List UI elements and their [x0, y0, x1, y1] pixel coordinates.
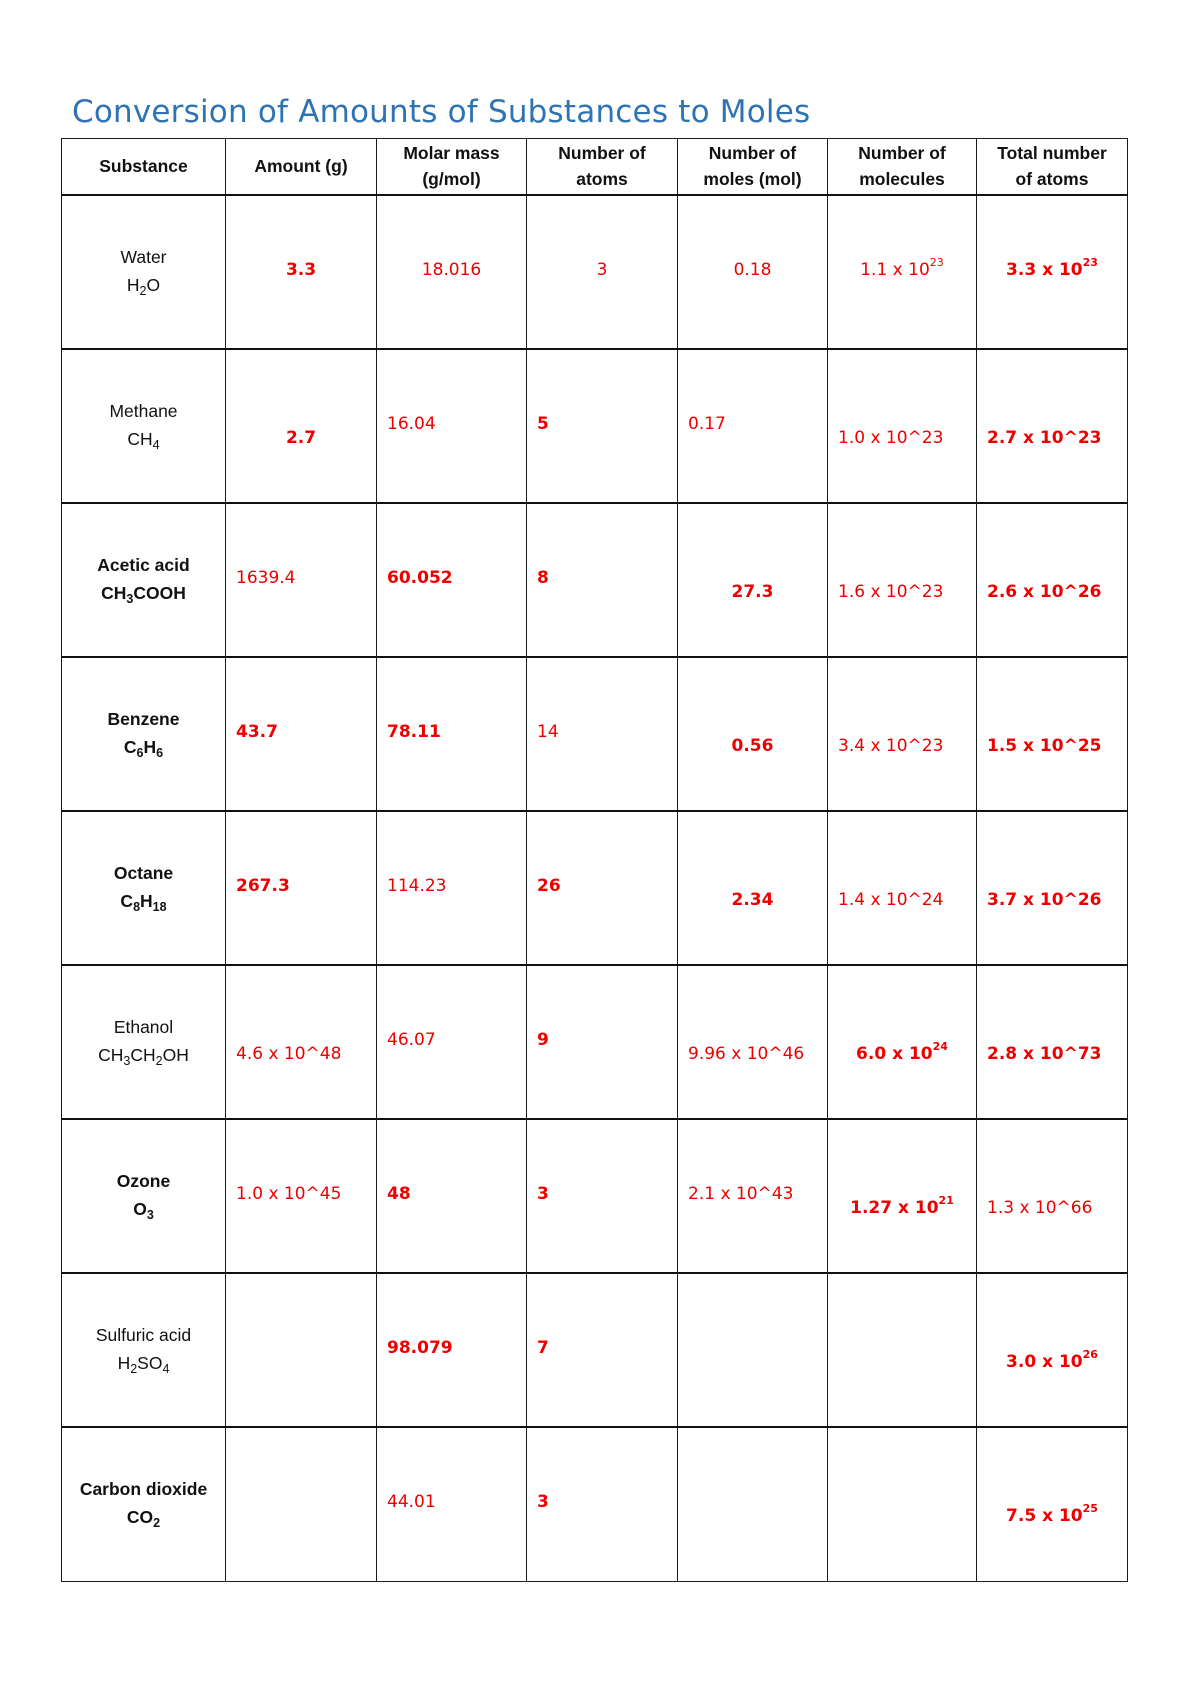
header-substance-label: Substance	[99, 156, 188, 177]
total-cell	[977, 503, 1128, 657]
amount-value: 1639.4	[236, 567, 296, 588]
formula-symbol: CH	[98, 1044, 124, 1065]
formula-symbol: H	[143, 736, 157, 757]
formula-symbol: CO	[126, 1507, 154, 1528]
moles-value: 27.3	[731, 581, 774, 602]
substance-cell	[62, 811, 226, 965]
substance-cell	[62, 965, 226, 1119]
atoms-cell	[527, 349, 678, 503]
moles-cell	[678, 349, 828, 503]
substance-name: Octane	[113, 862, 174, 883]
molar-mass-cell	[377, 965, 527, 1119]
total-cell	[977, 657, 1128, 811]
atoms-value: 8	[537, 567, 549, 588]
molar-mass-cell	[377, 195, 527, 349]
table-body	[62, 195, 1128, 1582]
atoms-value: 3	[537, 1183, 549, 1204]
amount-value: 3.3	[285, 259, 317, 280]
formula-symbol: CH	[127, 428, 153, 449]
formula-subscript: 2	[130, 1361, 138, 1376]
formula-subscript: 6	[136, 745, 144, 760]
table-row	[62, 1119, 1128, 1273]
moles-cell	[678, 1427, 828, 1582]
molecules-cell	[828, 1427, 977, 1582]
molar-mass-cell	[377, 1427, 527, 1582]
moles-value: 2.34	[731, 889, 774, 910]
formula-subscript: 2	[153, 1516, 161, 1531]
header-moles-line2: moles (mol)	[703, 169, 802, 190]
value-base: 6.0 x 10	[856, 1043, 933, 1064]
molecules-cell	[828, 1273, 977, 1427]
substance-cell	[62, 349, 226, 503]
formula-subscript: 3	[123, 1053, 131, 1068]
amount-value: 4.6 x 10^48	[236, 1043, 342, 1064]
header-total-atoms	[977, 139, 1128, 195]
moles-cell	[678, 195, 828, 349]
molecules-value	[828, 255, 976, 280]
moles-value: 0.18	[733, 259, 772, 280]
moles-value: 9.96 x 10^46	[688, 1043, 805, 1064]
formula-symbol: O	[133, 1198, 147, 1219]
value-exponent: 26	[1082, 1347, 1098, 1361]
value-exponent: 24	[932, 1039, 948, 1053]
substance-formula	[62, 1349, 225, 1379]
atoms-cell	[527, 657, 678, 811]
header-molecules	[828, 139, 977, 195]
formula-subscript: 8	[133, 899, 141, 914]
formula-subscript: 3	[126, 591, 134, 606]
total-cell	[977, 1427, 1128, 1582]
molecules-cell	[828, 965, 977, 1119]
amount-cell	[226, 503, 377, 657]
total-value: 1.3 x 10^66	[987, 1197, 1093, 1218]
value-base: 3.0 x 10	[1006, 1351, 1083, 1372]
molecules-value: 3.4 x 10^23	[838, 735, 944, 756]
header-atoms-line1: Number of	[558, 143, 646, 164]
moles-cell	[678, 1273, 828, 1427]
value-base: 7.5 x 10	[1006, 1505, 1083, 1526]
substance-cell	[62, 1119, 226, 1273]
molecules-cell	[828, 349, 977, 503]
header-moles	[678, 139, 828, 195]
header-substance	[62, 139, 226, 195]
moles-cell	[678, 1119, 828, 1273]
formula-symbol: O	[146, 274, 161, 295]
header-row	[62, 139, 1128, 195]
molar-mass-cell	[377, 503, 527, 657]
substance-formula	[62, 579, 225, 609]
amount-value: 1.0 x 10^45	[236, 1183, 342, 1204]
molecules-value: 1.4 x 10^24	[838, 889, 944, 910]
amount-value: 267.3	[236, 875, 290, 896]
header-molar-mass-line2: (g/mol)	[422, 169, 481, 190]
total-cell	[977, 1273, 1128, 1427]
table-row	[62, 811, 1128, 965]
molar-mass-value: 44.01	[387, 1491, 436, 1512]
substance-name: Ozone	[116, 1170, 171, 1191]
substance-name: Methane	[109, 400, 178, 421]
value-exponent: 23	[929, 255, 944, 269]
table-row	[62, 503, 1128, 657]
formula-symbol: C	[120, 890, 134, 911]
total-value	[977, 255, 1127, 280]
amount-cell	[226, 657, 377, 811]
formula-symbol: SO	[137, 1352, 163, 1373]
atoms-value: 14	[537, 721, 559, 742]
substance-cell	[62, 503, 226, 657]
header-moles-line1: Number of	[708, 143, 797, 164]
header-atoms	[527, 139, 678, 195]
substance-formula	[62, 1041, 225, 1071]
value-base: 3.3 x 10	[1006, 259, 1083, 280]
amount-cell	[226, 1119, 377, 1273]
atoms-value: 9	[537, 1029, 549, 1050]
moles-cell	[678, 657, 828, 811]
molar-mass-value: 114.23	[387, 875, 447, 896]
value-exponent: 25	[1082, 1501, 1098, 1515]
atoms-cell	[527, 1427, 678, 1582]
table-row	[62, 965, 1128, 1119]
table-row	[62, 657, 1128, 811]
total-cell	[977, 1119, 1128, 1273]
atoms-cell	[527, 1119, 678, 1273]
total-value: 1.5 x 10^25	[987, 735, 1102, 756]
molecules-cell	[828, 503, 977, 657]
atoms-value: 5	[537, 413, 549, 434]
total-cell	[977, 195, 1128, 349]
table-row	[62, 1273, 1128, 1427]
formula-symbol: H	[126, 274, 140, 295]
header-amount	[226, 139, 377, 195]
formula-subscript: 6	[156, 745, 164, 760]
formula-symbol: H	[140, 890, 153, 911]
substance-name: Acetic acid	[97, 554, 190, 575]
amount-cell	[226, 349, 377, 503]
molecules-cell	[828, 811, 977, 965]
substance-name: Sulfuric acid	[95, 1324, 192, 1345]
table-row	[62, 349, 1128, 503]
amount-value: 2.7	[285, 427, 317, 448]
atoms-value: 3	[537, 1491, 549, 1512]
molecules-value: 1.6 x 10^23	[838, 581, 944, 602]
total-value: 2.7 x 10^23	[987, 427, 1102, 448]
header-molar-mass	[377, 139, 527, 195]
molar-mass-cell	[377, 1119, 527, 1273]
amount-cell	[226, 811, 377, 965]
molar-mass-value: 98.079	[387, 1337, 453, 1358]
molecules-value	[828, 1193, 976, 1218]
formula-symbol: H	[117, 1352, 131, 1373]
substance-formula	[62, 1503, 225, 1533]
substance-cell	[62, 1427, 226, 1582]
amount-value: 43.7	[236, 721, 278, 742]
total-value: 3.7 x 10^26	[987, 889, 1102, 910]
atoms-cell	[527, 195, 678, 349]
table-row	[62, 1427, 1128, 1582]
atoms-value: 7	[537, 1337, 549, 1358]
amount-cell	[226, 1427, 377, 1582]
header-molecules-line2: molecules	[859, 169, 945, 190]
formula-symbol: OH	[162, 1044, 189, 1065]
total-cell	[977, 965, 1128, 1119]
header-molar-mass-line1: Molar mass	[403, 143, 500, 164]
atoms-value: 26	[537, 875, 561, 896]
formula-subscript: 2	[155, 1053, 163, 1068]
molecules-cell	[828, 1119, 977, 1273]
formula-subscript: 3	[146, 1207, 154, 1222]
atoms-cell	[527, 1273, 678, 1427]
formula-symbol: COOH	[133, 582, 186, 603]
amount-cell	[226, 195, 377, 349]
substance-cell	[62, 1273, 226, 1427]
total-value	[977, 1347, 1127, 1372]
header-amount-label: Amount (g)	[254, 156, 348, 177]
substance-formula	[62, 1195, 225, 1225]
moles-cell	[678, 965, 828, 1119]
molar-mass-cell	[377, 349, 527, 503]
moles-conversion-table	[61, 138, 1128, 1582]
molar-mass-value: 60.052	[387, 567, 453, 588]
amount-cell	[226, 965, 377, 1119]
molar-mass-cell	[377, 657, 527, 811]
substance-name: Carbon dioxide	[79, 1479, 208, 1500]
total-value: 2.6 x 10^26	[987, 581, 1102, 602]
table-row	[62, 195, 1128, 349]
formula-symbol: CH	[101, 582, 127, 603]
total-value	[977, 1501, 1127, 1526]
substance-cell	[62, 195, 226, 349]
moles-value: 0.56	[731, 735, 774, 756]
molar-mass-value: 78.11	[387, 721, 441, 742]
header-total-atoms-line1: Total number	[997, 143, 1107, 164]
atoms-cell	[527, 811, 678, 965]
total-cell	[977, 349, 1128, 503]
molar-mass-value: 16.04	[387, 413, 436, 434]
substance-cell	[62, 657, 226, 811]
atoms-cell	[527, 503, 678, 657]
moles-value: 2.1 x 10^43	[688, 1183, 794, 1204]
substance-name: Water	[120, 246, 167, 267]
molar-mass-cell	[377, 1273, 527, 1427]
moles-value: 0.17	[688, 413, 726, 434]
header-total-atoms-line2: of atoms	[1015, 169, 1089, 190]
moles-cell	[678, 811, 828, 965]
substance-formula	[62, 733, 225, 763]
molecules-value	[828, 1039, 976, 1064]
molecules-cell	[828, 657, 977, 811]
formula-symbol: CH	[130, 1044, 156, 1065]
molar-mass-value: 48	[387, 1183, 411, 1204]
value-exponent: 21	[938, 1193, 954, 1207]
atoms-cell	[527, 965, 678, 1119]
formula-subscript: 4	[152, 437, 160, 452]
formula-subscript: 2	[139, 283, 147, 298]
molar-mass-value: 18.016	[421, 259, 482, 280]
molar-mass-cell	[377, 811, 527, 965]
molar-mass-value: 46.07	[387, 1029, 436, 1050]
moles-cell	[678, 503, 828, 657]
substance-name: Benzene	[107, 708, 180, 729]
value-base: 1.27 x 10	[850, 1197, 939, 1218]
molecules-cell	[828, 195, 977, 349]
header-atoms-line2: atoms	[576, 169, 628, 190]
atoms-value: 3	[596, 259, 608, 280]
substance-formula	[62, 271, 225, 301]
formula-subscript: 18	[152, 899, 167, 914]
page-title: Conversion of Amounts of Substances to Moles	[72, 94, 811, 130]
formula-subscript: 4	[162, 1361, 170, 1376]
substance-formula	[62, 887, 225, 917]
value-base: 1.1 x 10	[860, 259, 930, 280]
formula-symbol: C	[123, 736, 137, 757]
molecules-value: 1.0 x 10^23	[838, 427, 944, 448]
total-value: 2.8 x 10^73	[987, 1043, 1102, 1064]
substance-name: Ethanol	[113, 1016, 174, 1037]
amount-cell	[226, 1273, 377, 1427]
header-molecules-line1: Number of	[858, 143, 946, 164]
value-exponent: 23	[1082, 255, 1098, 269]
substance-formula	[62, 425, 225, 455]
total-cell	[977, 811, 1128, 965]
